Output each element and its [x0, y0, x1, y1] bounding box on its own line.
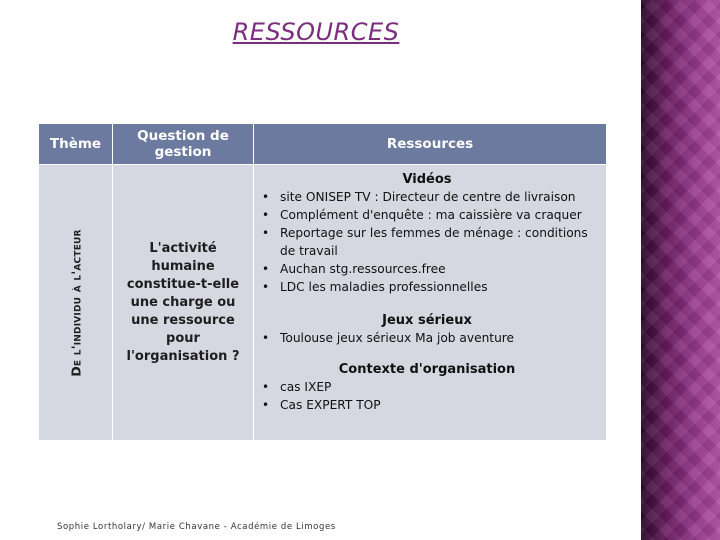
list-item: • Toulouse jeux sérieux Ma job aventure [260, 329, 594, 347]
theme-label: De l'individu à l'acteur [68, 228, 83, 377]
serious-games-list [260, 329, 594, 347]
resources-table [38, 123, 607, 441]
list-item: • LDC les maladies professionnelles [260, 278, 594, 296]
list-item: • cas IXEP [260, 378, 594, 396]
list-item: • Complément d'enquête : ma caissière va craquer [260, 206, 594, 224]
question-cell [113, 165, 254, 441]
videos-list [260, 188, 594, 296]
page-title: RESSOURCES [232, 18, 400, 46]
header-theme: Thème [39, 124, 113, 165]
list-item: • Reportage sur les femmes de ménage : conditions de travail [260, 224, 594, 260]
section-heading-context: Contexte d'organisation [338, 362, 516, 377]
theme-cell [39, 165, 113, 441]
table-row [39, 165, 607, 441]
section-heading-videos: Vidéos [402, 172, 452, 187]
list-item: • Cas EXPERT TOP [260, 396, 594, 414]
question-text: L'activité humaine constitue-t-elle une charge ou une ressource pour l'organisation ? [126, 240, 240, 364]
context-list [260, 378, 594, 414]
footer-credit: Sophie Lortholary/ Marie Chavane - Académie de Limoges [57, 522, 336, 532]
list-item: • site ONISEP TV : Directeur de centre de livraison [260, 188, 594, 206]
resources-cell [254, 165, 607, 441]
section-heading-serious-games: Jeux sérieux [382, 313, 472, 328]
header-question: Question de gestion [113, 124, 254, 165]
header-resources: Ressources [254, 124, 607, 165]
decorative-sidebar [641, 0, 720, 540]
list-item: • Auchan stg.ressources.free [260, 260, 594, 278]
table-header-row [39, 124, 607, 165]
